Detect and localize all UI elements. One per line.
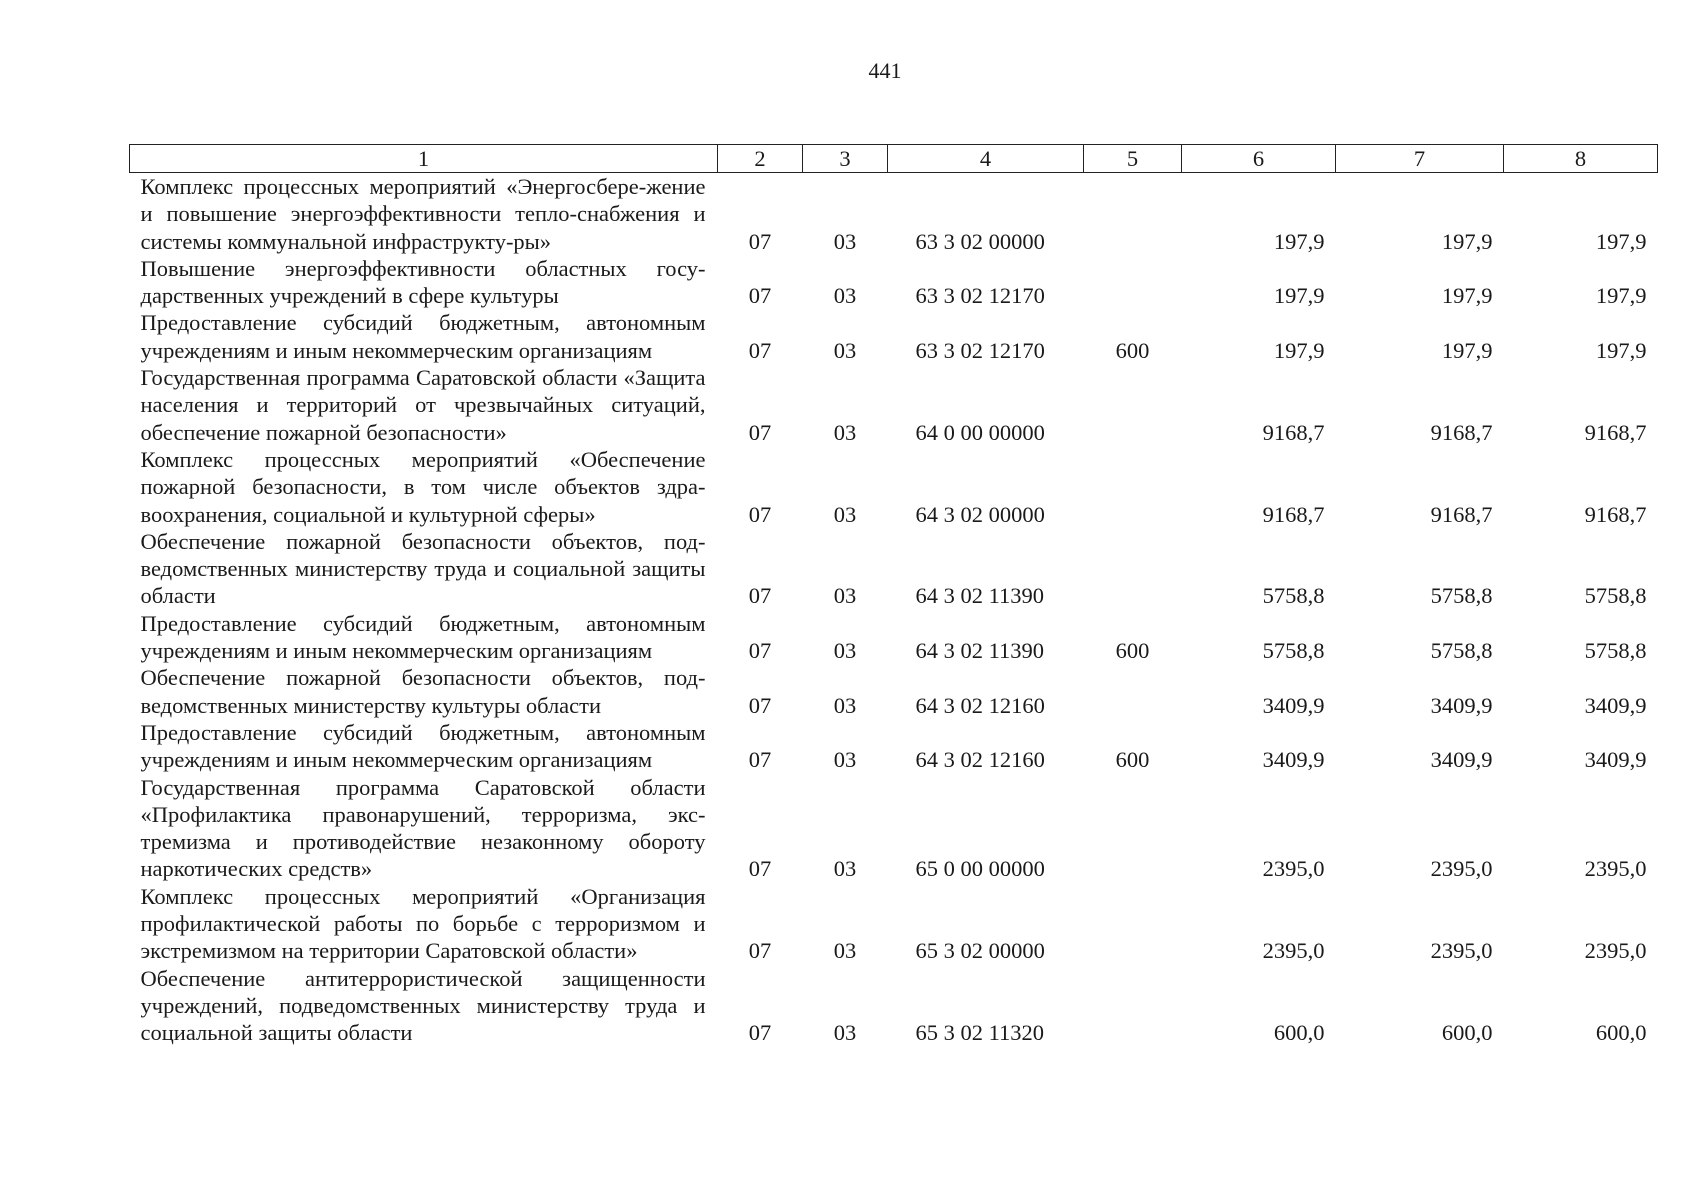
expense-type-code [1084, 664, 1182, 719]
amount-col-6: 197,9 [1273, 337, 1325, 363]
subsection-code: 03 [833, 638, 857, 664]
target-article-code: 64 0 00 00000 [915, 419, 1045, 445]
row-description: Обеспечение пожарной безопасности объектов, под-ведомственных министерству труда и социальной защиты области [140, 528, 706, 609]
row-description: Повышение энергоэффективности областных госу-дарственных учреждений в сфере культуры [140, 255, 706, 309]
amount-col-6: 9168,7 [1262, 419, 1325, 445]
expense-type-code: 600 [1115, 337, 1150, 363]
row-description: Комплекс процессных мероприятий «Организация профилактической работы по борьбе с терроризмом и экстремизмом на территории Саратовской области» [140, 883, 706, 964]
target-article-code: 63 3 02 12170 [915, 283, 1045, 309]
header-col-5: 5 [1084, 145, 1182, 173]
budget-table [129, 144, 1658, 1047]
table-row [130, 719, 1658, 774]
header-col-3: 3 [803, 145, 888, 173]
expense-type-code [1084, 173, 1182, 255]
section-code: 07 [748, 692, 772, 718]
target-article-code: 63 3 02 00000 [915, 228, 1045, 254]
table-row [130, 173, 1658, 255]
header-col-6: 6 [1182, 145, 1336, 173]
amount-col-7: 2395,0 [1430, 856, 1493, 882]
section-code: 07 [748, 856, 772, 882]
subsection-code: 03 [833, 337, 857, 363]
expense-type-code [1084, 255, 1182, 310]
section-code: 07 [748, 283, 772, 309]
table-row [130, 364, 1658, 446]
header-col-2: 2 [718, 145, 803, 173]
table-header [130, 145, 1658, 173]
amount-col-8: 197,9 [1595, 228, 1647, 254]
amount-col-6: 197,9 [1273, 283, 1325, 309]
amount-col-8: 3409,9 [1584, 747, 1647, 773]
header-col-1: 1 [130, 145, 718, 173]
amount-col-6: 9168,7 [1262, 501, 1325, 527]
section-code: 07 [748, 638, 772, 664]
amount-col-6: 2395,0 [1262, 938, 1325, 964]
table-row [130, 610, 1658, 665]
row-description: Предоставление субсидий бюджетным, автономным учреждениям и иным некоммерческим организациям [140, 610, 706, 664]
amount-col-7: 9168,7 [1430, 501, 1493, 527]
table-body [130, 173, 1658, 1047]
amount-col-6: 3409,9 [1262, 692, 1325, 718]
expense-type-code [1084, 965, 1182, 1047]
amount-col-8: 9168,7 [1584, 501, 1647, 527]
amount-col-7: 5758,8 [1430, 583, 1493, 609]
section-code: 07 [748, 501, 772, 527]
target-article-code: 65 0 00 00000 [915, 856, 1045, 882]
amount-col-8: 3409,9 [1584, 692, 1647, 718]
expense-type-code [1084, 528, 1182, 610]
amount-col-7: 3409,9 [1430, 747, 1493, 773]
row-description: Обеспечение пожарной безопасности объектов, под-ведомственных министерству культуры области [140, 665, 706, 718]
row-description: Государственная программа Саратовской области «Защита населения и территорий от чрезвычайных ситуаций, обеспечение пожарной безопасности» [140, 365, 706, 445]
amount-col-6: 2395,0 [1262, 856, 1325, 882]
amount-col-7: 3409,9 [1430, 692, 1493, 718]
table-row [130, 446, 1658, 528]
section-code: 07 [748, 938, 772, 964]
row-description: Предоставление субсидий бюджетным, автономным учреждениям и иным некоммерческим организациям [140, 719, 706, 773]
amount-col-8: 197,9 [1595, 337, 1647, 363]
subsection-code: 03 [833, 938, 857, 964]
header-col-7: 7 [1336, 145, 1504, 173]
amount-col-7: 9168,7 [1430, 419, 1493, 445]
target-article-code: 64 3 02 12160 [915, 692, 1045, 718]
subsection-code: 03 [833, 419, 857, 445]
amount-col-7: 197,9 [1441, 337, 1493, 363]
expense-type-code [1084, 446, 1182, 528]
target-article-code: 65 3 02 00000 [915, 938, 1045, 964]
amount-col-7: 5758,8 [1430, 638, 1493, 664]
row-description: Комплекс процессных мероприятий «Обеспечение пожарной безопасности, в том числе объектов здра-воохранения, социальной и культурной сферы» [140, 446, 706, 527]
amount-col-6: 5758,8 [1262, 638, 1325, 664]
expense-type-code [1084, 883, 1182, 965]
table-row [130, 965, 1658, 1047]
header-col-8: 8 [1504, 145, 1658, 173]
section-code: 07 [748, 583, 772, 609]
target-article-code: 65 3 02 11320 [915, 1020, 1045, 1046]
amount-col-8: 2395,0 [1584, 856, 1647, 882]
subsection-code: 03 [833, 692, 857, 718]
subsection-code: 03 [833, 747, 857, 773]
amount-col-6: 3409,9 [1262, 747, 1325, 773]
subsection-code: 03 [833, 501, 857, 527]
row-description: Предоставление субсидий бюджетным, автономным учреждениям и иным некоммерческим организациям [140, 310, 706, 363]
amount-col-6: 600,0 [1273, 1020, 1325, 1046]
amount-col-8: 2395,0 [1584, 938, 1647, 964]
amount-col-8: 5758,8 [1584, 638, 1647, 664]
subsection-code: 03 [833, 228, 857, 254]
target-article-code: 63 3 02 12170 [915, 337, 1045, 363]
table-row [130, 528, 1658, 610]
subsection-code: 03 [833, 283, 857, 309]
amount-col-8: 600,0 [1595, 1020, 1647, 1046]
amount-col-8: 5758,8 [1584, 583, 1647, 609]
row-description: Государственная программа Саратовской области «Профилактика правонарушений, терроризма, экс-тремизма и противодействие незаконному обороту наркотических средств» [140, 774, 706, 882]
amount-col-7: 197,9 [1441, 283, 1493, 309]
amount-col-6: 5758,8 [1262, 583, 1325, 609]
header-col-4: 4 [888, 145, 1084, 173]
expense-type-code [1084, 774, 1182, 883]
table-row [130, 774, 1658, 883]
section-code: 07 [748, 1020, 772, 1046]
header-row [130, 145, 1658, 173]
amount-col-7: 2395,0 [1430, 938, 1493, 964]
amount-col-8: 9168,7 [1584, 419, 1647, 445]
expense-type-code: 600 [1115, 638, 1150, 664]
amount-col-6: 197,9 [1273, 228, 1325, 254]
target-article-code: 64 3 02 00000 [915, 501, 1045, 527]
table-row [130, 309, 1658, 364]
expense-type-code: 600 [1115, 747, 1150, 773]
section-code: 07 [748, 419, 772, 445]
page-number: 441 [868, 58, 902, 83]
target-article-code: 64 3 02 11390 [915, 638, 1045, 664]
amount-col-7: 600,0 [1441, 1020, 1493, 1046]
table-row [130, 664, 1658, 719]
section-code: 07 [748, 337, 772, 363]
table-row [130, 883, 1658, 965]
row-description: Комплекс процессных мероприятий «Энергосбере-жение и повышение энергоэффективности тепло-снабжения и системы коммунальной инфраструкту-ры» [140, 174, 706, 254]
amount-col-8: 197,9 [1595, 283, 1647, 309]
target-article-code: 64 3 02 11390 [915, 583, 1045, 609]
expense-type-code [1084, 364, 1182, 446]
row-description: Обеспечение антитеррористической защищенности учреждений, подведомственных министерству труда и социальной защиты области [140, 965, 706, 1046]
target-article-code: 64 3 02 12160 [915, 747, 1045, 773]
table-row [130, 255, 1658, 310]
section-code: 07 [748, 747, 772, 773]
subsection-code: 03 [833, 1020, 857, 1046]
amount-col-7: 197,9 [1441, 228, 1493, 254]
subsection-code: 03 [833, 856, 857, 882]
section-code: 07 [748, 228, 772, 254]
subsection-code: 03 [833, 583, 857, 609]
